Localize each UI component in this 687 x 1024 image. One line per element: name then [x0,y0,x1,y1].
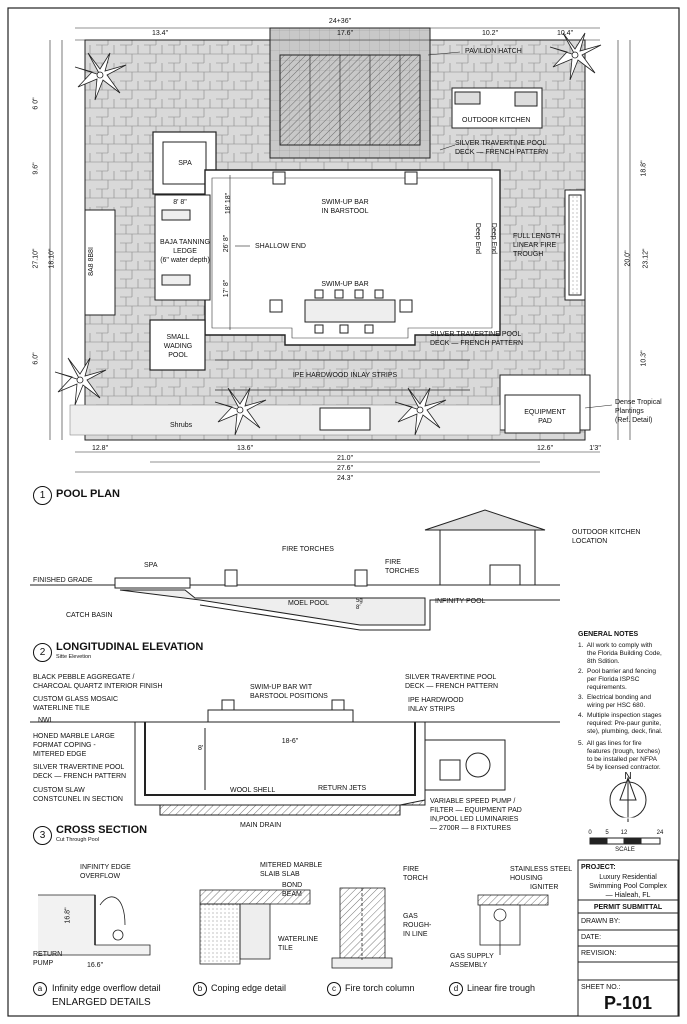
tb-project: Luxury Residential Swimming Pool Complex — Hialeah, FL [589,874,667,899]
detail-b-label-3: WATERLINE TILE [278,936,319,952]
dim-left-c: 27.10" [32,248,40,269]
detail-b-label-2: BOND BEAM [282,882,303,898]
label-shallow-end: SHALLOW END [255,243,306,250]
label-ipe: IPE HARDWOOD INLAY STRIPS [292,372,398,379]
section-2-badge: 2 [33,643,52,662]
section-2-subtitle: Sitte Elevetion [56,654,92,660]
note-item: 5. All gas lines for fire features (trough, torches) to be installed per NFPA 54 by licensed contractor. [578,740,661,771]
tb-sheet-no-label: SHEET NO.: [581,984,621,991]
dim-top-a: 13.4" [151,30,169,37]
xs-depth: 8' [198,745,204,752]
xs-custom-glass: CUSTOM GLASS MOSAIC WATERLINE TILE [33,696,119,712]
dim-bottom-f: 12.6" [536,445,554,452]
dim-right-c: 23.12" [642,248,650,269]
dim-bottom-c: 21.0" [336,455,354,462]
detail-c-badge: c [327,982,341,996]
label-deep-end-1: Deep End [474,222,482,255]
scale-tick: 12 [620,830,628,836]
note-item: 1. All work to comply with the Florida Building Code, 8th Sdition. [578,642,662,665]
tb-revision: REVISION: [581,950,617,957]
scale-tick: 5 [605,830,609,836]
detail-d-caption: Linear fire trough [467,983,536,993]
label-outdoor-kitchen: OUTDOOR KITCHEN [462,117,531,124]
label-shrubs: Shrubs [170,422,193,429]
elev-outdoor-kitchen: OUTDOOR KITCHEN LOCATION [572,529,641,545]
elev-spa: SPA [144,562,158,569]
dim-bottom-a: 12.8" [91,445,109,452]
detail-a-label-2: RETURN PUMP [33,951,63,967]
dim-left-e: 6.0" [32,352,40,365]
label-pavilion-hatch: PAVILION HATCH [465,48,522,55]
xs-ipe: IPE HARDWOOD INLAY STRIPS [408,697,464,713]
detail-a-caption: Infinity edge overflow detail [52,983,161,993]
note-item: 3. Electrical bonding and wiring per HSC 680. [578,694,651,709]
detail-a-label-1: INFINITY EDGE OVERFLOW [80,864,131,880]
detail-a-dim-1: 16.8" [64,907,72,924]
section-2-title: LONGITUDINAL ELEVATION [56,641,204,653]
dim-bottom-b: 13.6" [236,445,254,452]
xs-pump: VARIABLE SPEED PUMP / FILTER — EQUIPMENT PAD IN,POOL LED LUMINARIES — 2700R — 8 FIXTURES [430,798,522,832]
elev-fire-torches-a: FIRE TORCHES [282,546,334,553]
section-1-title: POOL PLAN [56,488,120,500]
elev-moel-pool: MOEL POOL [288,600,329,607]
tb-drawn-by: DRAWN BY: [581,918,621,925]
xs-width: 18-6" [281,738,299,745]
xs-honed-marble: HONED MARBLE LARGE FORMAT COPING - MITERED EDGE [33,733,115,758]
notes-title: GENERAL NOTES [578,631,639,638]
section-3-badge: 3 [33,826,52,845]
dim-top-d: 10.4" [556,30,574,37]
elev-depth: 5g 8' [356,598,363,611]
label-deck-top: SILVER TRAVERTINE POOL DECK — FRENCH PATTERN [455,140,549,156]
dim-right-d: 10.3" [640,350,648,367]
elev-catch-basin: CATCH BASIN [66,612,113,619]
detail-b-label-1: MITERED MARBLE SLAIB SLAB [260,862,323,878]
label-equipment-pad: EQUIPMENT PAD [524,409,566,425]
pool-dim-a: 18' 18" [225,192,233,215]
xs-custom-slaw: CUSTOM SLAW CONSTCUNEL IN SECTION [33,787,123,803]
dim-top-b: 17.6" [336,30,354,37]
section-1-badge: 1 [33,486,52,505]
label-swim-up-top: SWIM-UP BAR IN BARSTOOL [321,199,369,215]
dim-left-d: 18.10" [48,248,56,269]
xs-nwl: NWL [38,717,54,724]
label-dense-tropical: Dense Tropical Plantings (Ref. Detail) [615,399,662,424]
dim-left-b: 9.6" [32,162,40,175]
dim-bottom-g: 1'3" [589,445,601,452]
tb-date: DATE: [581,934,602,941]
detail-d-label-2: IGNITER [530,884,559,891]
elev-fire-torches-b: FIRE TORCHES [385,559,420,575]
details-title: ENLARGED DETAILS [52,997,151,1008]
dim-bottom-d: 27.6" [336,465,354,472]
scale-label: SCALE [615,847,635,853]
xs-return-jets: RETURN JETS [318,785,367,792]
detail-d-badge: d [449,982,463,996]
pool-dim-c: 17' 8" [223,279,231,298]
label-spa: SPA [178,160,192,167]
tb-submittal: PERMIT SUBMITTAL [593,904,663,911]
scale-tick: 0 [588,830,592,836]
scale-tick: 24 [656,830,664,836]
dim-bottom-e: 24.3" [336,475,354,482]
xs-swim-up: SWIM-UP BAR WIT BARSTOOL POSITIONS [250,684,328,700]
detail-c-caption: Fire torch column [345,983,415,993]
pool-dim-b: 26' 8" [223,234,231,253]
section-3-subtitle: Cut Through Pool [56,837,100,843]
elev-infinity-pool: INFINITY POOL [435,598,486,605]
xs-silver-deck: SILVER TRAVERTINE POOL DECK — FRENCH PATTERN [33,764,127,780]
detail-d-label-3: GAS SUPPLY ASSEMBLY [450,953,494,969]
dim-overall-top: 24+36" [328,18,352,25]
xs-main-drain: MAIN DRAIN [240,822,282,829]
section-3-title: CROSS SECTION [56,824,148,836]
note-item: 4. Multiple inspection stages required: Pre-paur gunite, ste), plumbing, deck, final. [578,712,663,735]
dim-top-c: 10.2" [481,30,499,37]
north-arrow-label: N [624,771,632,782]
label-wading-pool: SMALL WADING POOL [163,334,193,359]
label-deep-end-2: Deep End [490,222,498,255]
tb-sheet-no: P-101 [603,993,653,1013]
detail-b-badge: b [193,982,207,996]
label-deck-bottom: SILVER TRAVERTINE POOL DECK — FRENCH PATTERN [430,331,524,347]
elev-finished-grade: FINISHED GRADE [33,577,93,584]
note-item: 2. Pool barrier and fencing per Florida ISPSC requirements. [578,668,657,691]
detail-c-label-1: FIRE TORCH [403,866,428,882]
label-swim-up-bottom: SWIM-UP BAR [321,281,369,288]
dim-left-a: 6 0" [32,97,40,110]
xs-black-pebble: BLACK PEBBLE AGGREGATE / CHARCOAL QUARTZ INTERIOR FINISH [33,674,163,690]
xs-silver-deck-right: SILVER TRAVERTINE POOL DECK — FRENCH PATTERN [405,674,499,690]
tb-project-label: PROJECT: [581,864,616,871]
label-baja: BAJA TANNING LEDGE (6" water depth) [160,239,210,264]
detail-a-badge: a [33,982,47,996]
dim-right-a: 18.8" [640,160,648,177]
detail-c-label-2: GAS ROUGH- IN LINE [403,913,432,938]
label-fire-trough: FULL LENGTH LINEAR FIRE TROUGH [513,233,561,258]
detail-a-dim-2: 16.6" [86,962,104,969]
xs-wool-shell: WOOL SHELL [230,787,276,794]
detail-b-caption: Coping edge detail [211,983,287,993]
dim-right-b: 20.0" [624,250,632,267]
detail-d-label-1: STAINLESS STEEL HOUSING [510,866,573,882]
label-side: 8A8 8B8I [87,247,95,276]
label-spa-dim: 8' 8" [173,199,187,206]
